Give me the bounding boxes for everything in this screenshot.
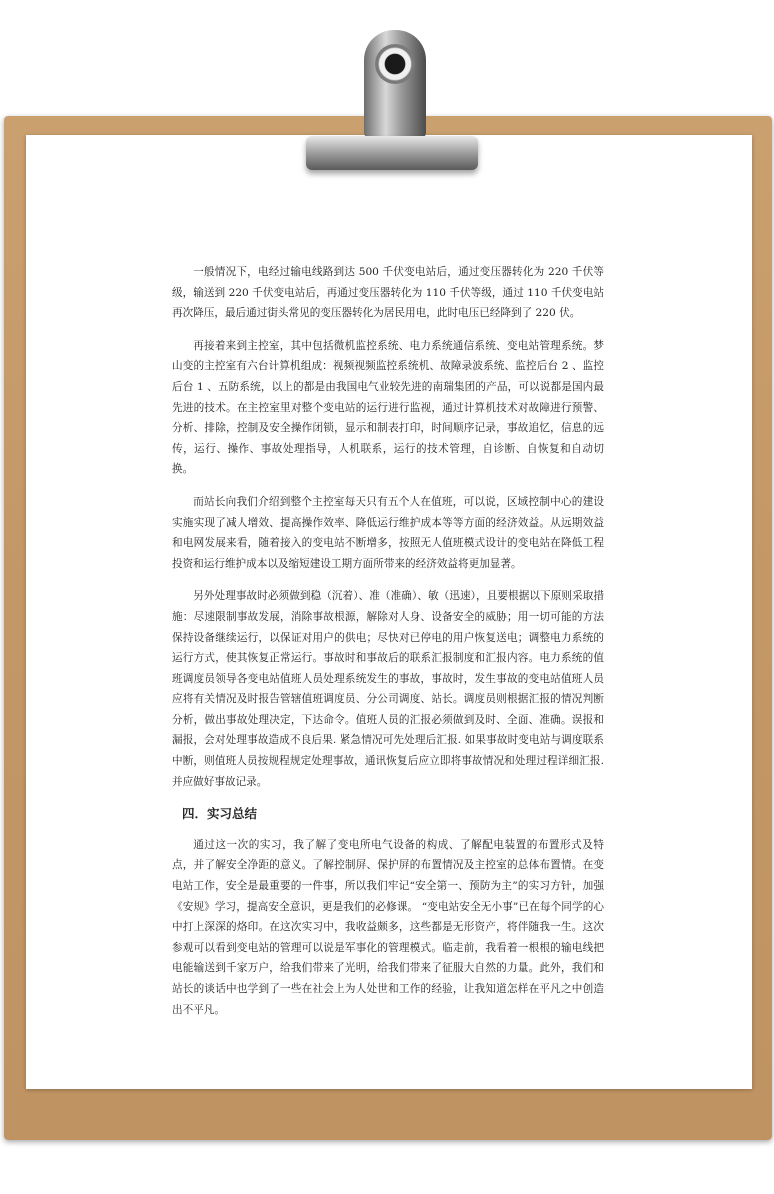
paragraph-staffing: 而站长向我们介绍到整个主控室每天只有五个人在值班，可以说，区域控制中心的建设实施实现了减人增效、提高操作效率、降低运行维护成本等等方面的经济效益。从远期效益和电网发展来看，随着接入的变电站不断增多，按照无人值班模式设计的变电站在降低工程投资和运行维护成本以及缩短建设工期方面所带来的经济效益将更加显著。 — [172, 495, 604, 570]
document-body — [172, 262, 604, 1032]
clip-ring-icon — [375, 44, 415, 84]
paragraph-control-room: 再接着来到主控室，其中包括微机监控系统、电力系统通信系统、变电站管理系统。梦山变的主控室有六台计算机组成：视频视频监控系统机、故障录波系统、监控后台 2 、监控后台 1 、五防系统，以上的都是由我国电气业较先进的南瑞集团的产品，可以说都是国内最先进的技术。在主控室里对整个变电站的运行进行监视，通过计算机技术对故障进行预警、分析、排除，控制及安全操作闭锁，显示和制表打印，时间顺序记录，事故追忆，信息的远传，运行、操作、事故处理指导，人机联系，运行的技术管理，自诊断、自恢复和自动切换。 — [172, 339, 604, 476]
section-heading: 四．实习总结 — [182, 806, 258, 822]
paragraph-summary: 通过这一次的实习，我了解了变电所电气设备的构成、了解配电装置的布置形式及特点，并了解安全净距的意义。了解控制屏、保护屏的布置情况及主控室的总体布置情。在变电站工作，安全是最重要的一件事，所以我们牢记“安全第一、预防为主”的实习方针，加强《安规》学习，提高安全意识，更是我们的必修课。 “变电站安全无小事”已在每个同学的心中打上深深的烙印。在这次实习中，我收益颇多，这些都是无形资产，将伴随我一生。这次参观可以看到变电站的管理可以说是军事化的管理模式。临走前，我看着一根根的输电线把电能输送到千家万户，给我们带来了光明，给我们带来了征服大自然的力量。此外，我们和站长的谈话中也学到了一些在社会上为人处世和工作的经验，让我知道怎样在平凡之中创造出不平凡。 — [172, 838, 604, 1016]
clip-plate — [306, 136, 478, 170]
paragraph-accident-handling: 另外处理事故时必须做到稳（沉着）、准（准确）、敏（迅速），且要根据以下原则采取措施：尽速限制事故发展，消除事故根源，解除对人身、设备安全的威胁；用一切可能的方法保持设备继续运行，以保证对用户的供电；尽快对已停电的用户恢复送电；调整电力系统的运行方式，使其恢复正常运行。事故时和事故后的联系汇报制度和汇报内容。电力系统的值班调度员领导各变电站值班人员处理系统发生的事故，事故时，发生事故的变电站值班人员应将有关情况及时报告管辖值班调度员、分公司调度、站长。调度员则根据汇报的情况判断分析，做出事故处理决定，下达命令。值班人员的汇报必须做到及时、全面、准确。误报和漏报，会对处理事故造成不良后果. 紧急情况可先处理后汇报. 如果事故时变电站与调度联系中断，则值班人员按规程规定处理事故，通讯恢复后应立即将事故情况和处理过程详细汇报. 并应做好事故记录。 — [172, 590, 604, 788]
paragraph-voltage: 一般情况下，电经过输电线路到达 500 千伏变电站后，通过变压器转化为 220 千伏等级，输送到 220 千伏变电站后，再通过变压器转化为 110 千伏等级，通过 110 千伏变电站再次降压，最后通过街头常见的变压器转化为居民用电，此时电压已经降到了 220 伏。 — [172, 266, 604, 320]
